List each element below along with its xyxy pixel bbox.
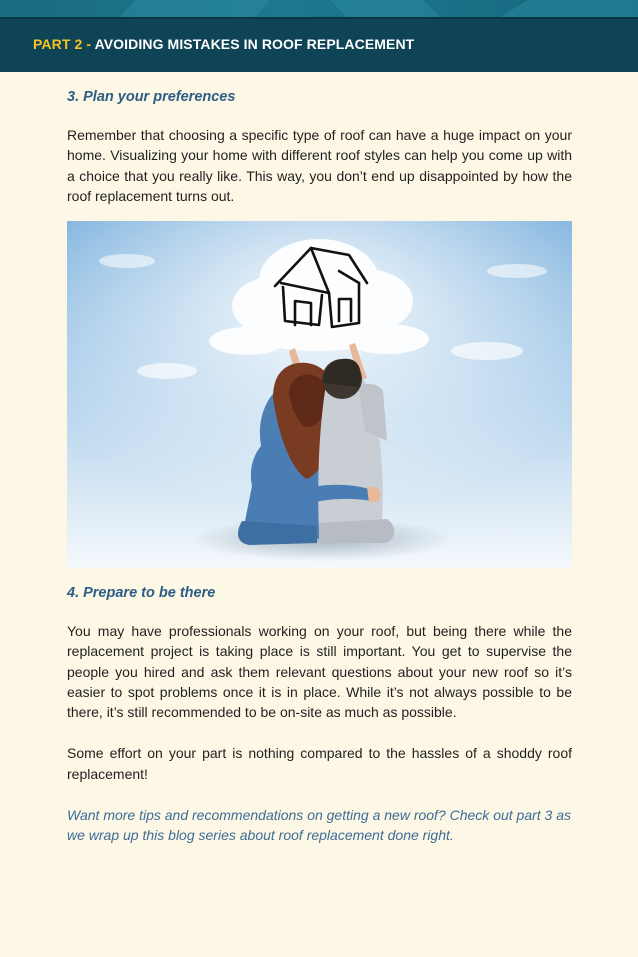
section-4-heading: 4. Prepare to be there <box>67 585 216 601</box>
section-4-body: You may have professionals working on your roof, but being there while the replacement project is taking place is still important. You get to supervise the people you hired and ask them relevant questions about your new roof so it’s easier to spot problems once it is in place. While it’s not always possible to be there, it’s still recommended to be on-site as much as possible. <box>67 623 572 721</box>
page-header <box>0 0 638 72</box>
section-3 <box>67 89 572 206</box>
header-top-band <box>0 0 638 17</box>
section-3-body: Remember that choosing a specific type of roof can have a huge impact on your home. Visualizing your home with different roof styles can help you come up with a choice that you really like. This way, you don’t end up disappointed by how the roof replacement turns out. <box>67 127 572 204</box>
closing-call-to-action: Want more tips and recommendations on getting a new roof? Check out part 3 as we wrap up this blog series about roof replacement done right. <box>67 807 572 844</box>
part-label: PART 2 - <box>33 36 95 52</box>
section-4-body-2: Some effort on your part is nothing compared to the hassles of a shoddy roof replacement! <box>67 745 572 782</box>
title-text: AVOIDING MISTAKES IN ROOF REPLACEMENT <box>94 36 415 52</box>
page-title <box>33 36 414 52</box>
couple-cloud-house-photo <box>67 221 572 568</box>
couple-pointing-at-cloud-house-icon <box>67 221 572 568</box>
section-3-heading: 3. Plan your preferences <box>67 89 236 105</box>
section-4 <box>67 585 572 846</box>
header-divider <box>0 17 638 19</box>
